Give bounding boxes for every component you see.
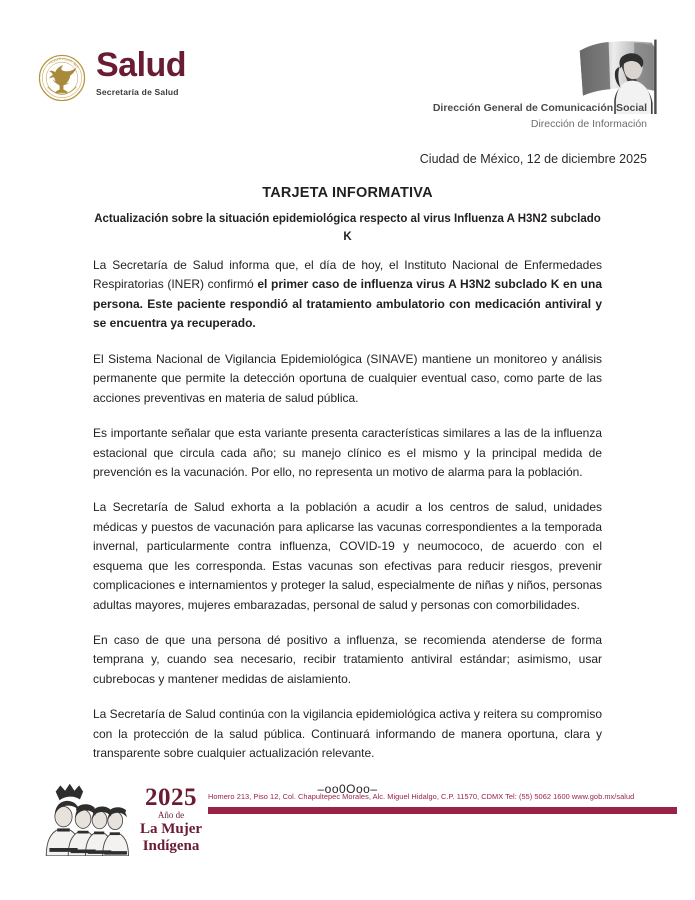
body-text: Es importante señalar que esta variante presenta características similares a las de la influenza estacional que circula cada año; su manejo clínico es el mismo y la principal medida de prevención es la vacunación. Por ello, no representa un motivo de alarma para la población. — [93, 426, 602, 479]
svg-text:ESTADOS: ESTADOS — [48, 56, 62, 65]
department-line-1: Dirección General de Comunicación Social — [432, 102, 647, 114]
document-title: TARJETA INFORMATIVA — [262, 185, 433, 201]
campaign-logo-lockup — [40, 782, 202, 856]
document-subtitle: Actualización sobre la situación epidemiológica respecto al virus Influenza A H3N2 subclado K — [94, 213, 601, 244]
svg-text:MEX.: MEX. — [72, 61, 80, 70]
campaign-year: 2025 — [145, 783, 198, 811]
body-paragraph — [93, 498, 602, 615]
svg-text:UNIDOS: UNIDOS — [61, 56, 73, 64]
mexican-coat-of-arms-seal-icon — [38, 54, 86, 102]
department-line-2: Dirección de Información — [530, 118, 647, 131]
body-text: La Secretaría de Salud exhorta a la población a acudir a los centros de salud, unidades médicas y puestos de vacunación para aplicarse las vacunas correspondientes a la temporada invernal, particularmente contra influenza, COVID-19 y neumococo, de acuerdo con el esquema que les corresponda. Estas vacunas son efectivas para reducir riesgos, prevenir complicaciones e internamientos y proteger la salud, especialmente de niñas y niños, personas adultas mayores, mujeres embarazadas, personal de salud y personas con comorbilidades. — [93, 500, 602, 612]
dateline: Ciudad de México, 12 de diciembre 2025 — [419, 152, 647, 166]
salud-brand-lockup — [38, 48, 186, 102]
closing-mark: –oo0Ooo– — [317, 781, 378, 796]
department-block — [433, 100, 647, 133]
footer-divider-bar — [208, 807, 677, 814]
footer-contact-block — [208, 792, 677, 814]
body-paragraph — [93, 424, 602, 482]
body-paragraph — [93, 631, 602, 689]
body-text: La Secretaría de Salud continúa con la vigilancia epidemiológica activa y reitera su compromiso con la protección de la salud pública. Continuará informando de manera oportuna, clara y transparente sobre cualquier actualización relevante. — [93, 707, 602, 761]
body-paragraph — [93, 256, 602, 334]
campaign-year-block — [140, 785, 202, 854]
campaign-line-2: Indígena — [142, 837, 200, 854]
body-paragraph — [93, 350, 602, 408]
body-text: La Secretaría de Salud informa que, el día de hoy, el Instituto Nacional de Enfermedades Respiratorias (INER) confirmó — [93, 258, 602, 292]
brand-text-block — [96, 48, 186, 97]
emphasis-text: el primer caso de influenza virus A H3N2 subclado K en una persona. Este paciente respondió al tratamiento ambulatorio con medicación antiviral y se encuentra ya recuperado. — [93, 277, 603, 331]
body-paragraph — [93, 705, 602, 763]
document-header — [0, 44, 695, 154]
brand-title: Salud — [96, 46, 187, 84]
document-body — [93, 256, 602, 815]
body-text: El Sistema Nacional de Vigilancia Epidemiológica (SINAVE) mantiene un monitoreo y análisis permanente que permite la detección oportuna de cualquier eventual caso, como parte de las acciones preventivas en materia de salud pública. — [93, 351, 602, 405]
footer-address: Homero 213, Piso 12, Col. Chapultepec Morales, Alc. Miguel Hidalgo, C.P. 11570, CDMX Tel: (55) 5062 1600 www.gob.mx/salud — [208, 792, 635, 801]
document-footer — [0, 782, 695, 868]
brand-subtitle: Secretaría de Salud — [96, 87, 179, 97]
campaign-line-1: La Mujer — [140, 820, 203, 837]
body-text: En caso de que una persona dé positivo a influenza, se recomienda atenderse de forma temprana y, cuando sea necesario, recibir tratamiento antiviral estándar; asimismo, usar cubrebocas y mantener medidas de aislamiento. — [93, 633, 602, 686]
four-indigenous-women-icon — [40, 782, 134, 856]
campaign-year-label: Año de — [157, 809, 185, 820]
